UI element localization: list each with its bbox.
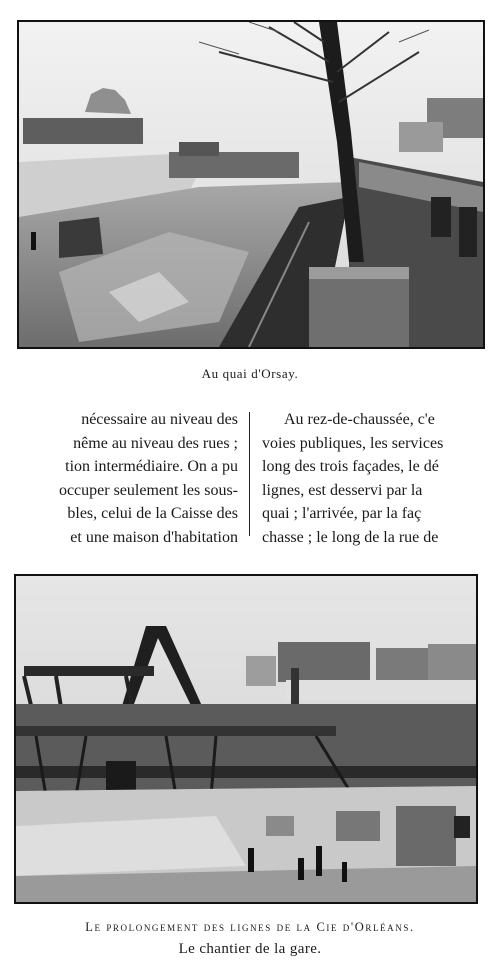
text-line: quai ; l'arrivée, par la faç	[262, 505, 422, 522]
text-line: bles, celui de la Caisse des	[67, 505, 238, 522]
photo-quai-dorsay	[17, 20, 485, 349]
text-column-left	[0, 408, 238, 549]
caption-quai-dorsay: Au quai d'Orsay.	[201, 366, 299, 381]
photo-quai-dorsay-image	[19, 22, 483, 347]
photo-chantier-gare	[14, 574, 478, 904]
text-line: et une maison d'habitation	[70, 528, 238, 546]
text-line: Au rez-de-chaussée, c'e	[284, 411, 435, 428]
text-line: chasse ; le long de la rue de	[262, 528, 439, 546]
text-line: nécessaire au niveau des	[81, 411, 238, 428]
caption-prolongement: Le prolongement des lignes de la Cie d'Orléans.	[85, 920, 415, 934]
text-line: lignes, est desservi par la	[262, 481, 423, 499]
text-line: nême au niveau des rues ;	[73, 434, 238, 452]
text-line: voies publiques, les services	[262, 434, 444, 452]
text-line: tion intermédiaire. On a pu	[65, 458, 238, 475]
photo-chantier-gare-image	[16, 576, 476, 902]
column-divider	[249, 412, 250, 536]
text-column-right	[262, 408, 500, 549]
caption-chantier: Le chantier de la gare.	[178, 941, 322, 957]
text-line: long des trois façades, le dé	[262, 458, 439, 475]
text-line: occuper seulement les sous-	[58, 481, 238, 499]
